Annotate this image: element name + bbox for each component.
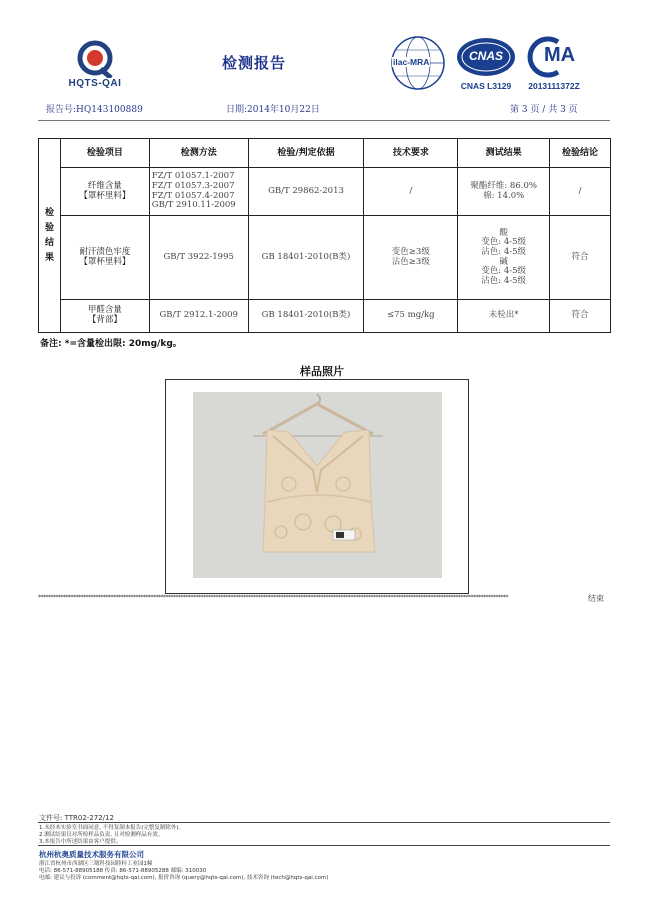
hqts-logo-icon [50, 40, 140, 78]
result-cell: 酸 变色: 4-5级 沾色: 4-5级 碱 变色: 4-5级 沾色: 4-5级 [458, 216, 550, 300]
item-cell: 纤维含量 【罩杯里料】 [60, 168, 149, 216]
method-cell: GB/T 2912.1-2009 [149, 300, 248, 333]
end-divider: ******************************************************************************************************************************************************************************************** [38, 594, 508, 601]
lace-bra-image [193, 392, 442, 578]
report-number: 报告号:HQ143100889 [46, 105, 143, 115]
page-number: 第 3 页 / 共 3 页 [510, 105, 578, 115]
result-cell: 未检出* [458, 300, 550, 333]
result-cell: 聚酯纤维: 86.0% 棉: 14.0% [458, 168, 550, 216]
requirement-cell: / [364, 168, 458, 216]
header-conclusion: 检验结论 [550, 139, 611, 168]
document-number: 文件号: TTR02-272/12 [39, 814, 114, 822]
report-date: 日期:2014年10月22日 [226, 105, 320, 115]
sample-photo-frame [165, 379, 469, 594]
table-row [39, 300, 611, 333]
sample-photo [193, 392, 442, 578]
cnas-logo [455, 36, 517, 92]
conclusion-cell: 符合 [550, 300, 611, 333]
basis-cell: GB 18401-2010(B类) [248, 216, 364, 300]
cnas-code: CNAS L3129 [460, 81, 512, 91]
ilac-mra-logo [390, 34, 446, 92]
cma-code: 2013111372Z [528, 81, 580, 91]
conclusion-cell: 符合 [550, 216, 611, 300]
header-requirement: 技术要求 [364, 139, 458, 168]
side-label: 检 验 结 果 [39, 139, 61, 333]
results-table [38, 138, 611, 333]
header-method: 检测方法 [149, 139, 248, 168]
hqts-logo [50, 40, 140, 90]
item-cell: 耐汗渍色牢度 【罩杯里料】 [60, 216, 149, 300]
footer-notes: 1.未经本实验室书面同意, 不得复制本报告(完整复制除外)。 2.测试结果仅对所检样品负责, 且对检测样品有效。 3.本报告中所述结果由客户提供。 [39, 825, 185, 845]
cnas-label: CNAS [468, 49, 503, 63]
company-name: 杭州杭奥质量技术服务有限公司 [39, 850, 144, 859]
basis-cell: GB 18401-2010(B类) [248, 300, 364, 333]
header-divider [38, 120, 610, 121]
cma-label: MA [544, 44, 576, 66]
basis-cell: GB/T 29862-2013 [248, 168, 364, 216]
cma-logo [522, 36, 586, 92]
requirement-cell: 变色≥3级 沾色≥3级 [364, 216, 458, 300]
table-row [39, 216, 611, 300]
ilac-label: ilac-MRA [393, 57, 430, 67]
photo-title: 样品照片 [300, 365, 344, 378]
footer-divider [38, 822, 610, 823]
method-cell: FZ/T 01057.1-2007 FZ/T 01057.3-2007 FZ/T 01057.4-2007 GB/T 2910.11-2009 [149, 168, 248, 216]
remark-note: 备注: *=含量检出限: 20mg/kg。 [40, 339, 182, 349]
requirement-cell: ≤75 mg/kg [364, 300, 458, 333]
table-row [39, 168, 611, 216]
conclusion-cell: / [550, 168, 611, 216]
method-cell: GB/T 3922-1995 [149, 216, 248, 300]
header-result: 测试结果 [458, 139, 550, 168]
company-contact: 浙江省杭州市西湖区三墩科技园睦桂工业园1幢 电话: 86-571-88905188 传真: 86-571-88905288 邮编: 310030 电邮: 建议与投诉 (comment@hqts-qai.com), 报价咨询 (query@hqts-qai.com), 技术咨询 (tech@hqts-qai.com) [39, 861, 329, 881]
item-cell: 甲醛含量 【背部】 [60, 300, 149, 333]
header-basis: 检验/判定依据 [248, 139, 364, 168]
footer-divider [38, 845, 610, 846]
header-item: 检验项目 [60, 139, 149, 168]
page-title: 检测报告 [222, 54, 287, 72]
table-header-row [39, 139, 611, 168]
logo-text: HQTS-QAI [68, 78, 122, 89]
end-label: 结束 [588, 594, 604, 603]
